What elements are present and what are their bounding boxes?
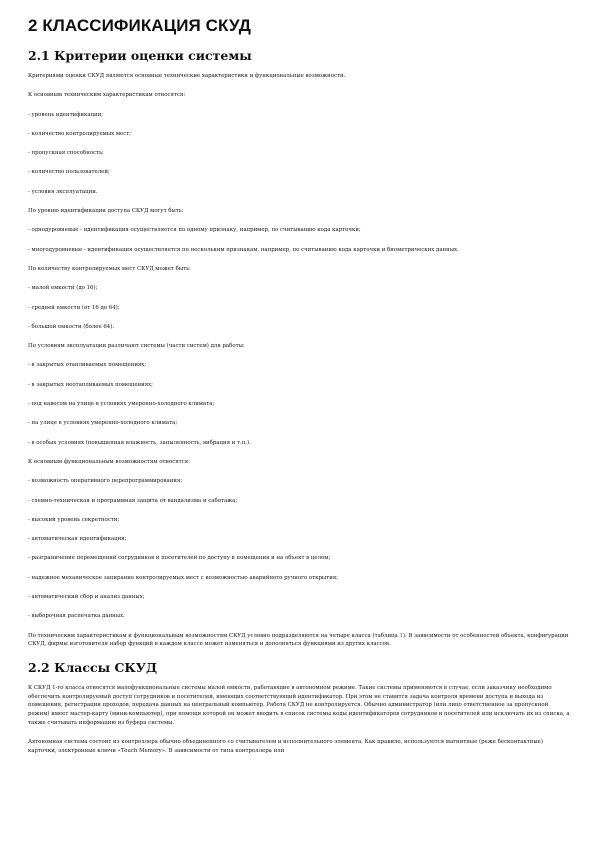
summary-text-end: ). В зависимости от особенностей объекта, конфигурации СКУД, фирмы изготовителя набор функций в каждом классе может изменяться и дополняться функциями из других классов. xyxy=(28,632,569,648)
table-reference-link[interactable]: 1 xyxy=(399,632,403,639)
paragraph: К СКУД 1-го класса относятся малофункциональные системы малой емкости, работающие в автономном режиме. Такие системы применяются в случае, если заказчику необходимо обеспечить контролируемый доступ сотрудников и посетителей, имеющих соответствующий идентификатор. При этом не ставится задача контроля времени доступа и выхода из помещения, регистрации проходов, передача данных на центральный компьютер. Работа СКУД не контролируется. Обычно администратор (или лицо ответственное за пропускной режим) имеет мастер-карту (мини-компьютер), при помощи которой он может вводить в список системы коды идентификаторов сотрудников и посетителей или исключать их из списка, а также считывать информацию из буфера системы. xyxy=(28,684,570,726)
paragraph: По условиям эксплуатации различают системы (части систем) для работы: xyxy=(28,343,245,350)
list-item: - малой емкости (до 16); xyxy=(28,285,98,292)
list-item: - автоматический сбор и анализ данных; xyxy=(28,594,145,601)
list-item: - под навесом на улице в условиях умеренно-холодного климата; xyxy=(28,401,215,408)
section-classes xyxy=(28,660,570,756)
list-item: - автоматическая идентификация; xyxy=(28,536,127,543)
paragraph: К основным техническим характеристикам относятся: xyxy=(28,92,186,99)
paragraph: К основным функциональным возможностям относятся: xyxy=(28,458,190,465)
summary-text-start: По техническим характеристикам и функциональным возможностям СКУД условно подразделяются на четыре класса (таблица xyxy=(28,632,400,639)
list-item: - многодуровневые - идентификация осуществляется по нескольким признакам, например, по считыванию кода карточки и биометрических данных. xyxy=(28,246,459,253)
list-item: - большой емкости (более 64). xyxy=(28,323,115,330)
list-item: - пропускная способность; xyxy=(28,150,104,157)
section-heading-criteria: 2.1 Критерии оценки системы xyxy=(28,48,252,63)
list-item: - выборочная распечатка данных. xyxy=(28,613,125,620)
list-item: - схемно-техническая и программная защита от вандализма и саботажа; xyxy=(28,497,238,504)
paragraph: По количеству контролируемых мест СКУД может быть: xyxy=(28,265,191,272)
paragraph-classes-summary xyxy=(28,632,570,650)
list-item: - однодуровневые - идентификация осуществляется по одному признаку, например, по считыванию кода карточки; xyxy=(28,227,361,234)
section-heading-classes: 2.2 Классы СКУД xyxy=(28,659,158,675)
list-item: - в особых условиях (повышенная влажность, запыленность, вибрация и т.п.). xyxy=(28,439,251,446)
list-item: - возможность оперативного перепрограммирования; xyxy=(28,478,183,485)
document-page xyxy=(28,16,570,766)
section-criteria xyxy=(28,48,570,649)
list-item: - средней емкости (от 16 до 64); xyxy=(28,304,120,311)
paragraph: Автономная система состоит из контроллера обычно объединенного со считывателем и исполнительного элемента. Как правило, используются магнитные (реже бесконтактные) карточки, электронные ключи «Touch Memory». В зависимости от типа контроллера или xyxy=(28,739,543,754)
paragraph: Критериями оценки СКУД являются основные технические характеристики и функциональные возможности. xyxy=(28,73,346,79)
list-item: - в закрытых отапливаемых помещениях; xyxy=(28,362,147,369)
document-title: 2 КЛАССИФИКАЦИЯ СКУД xyxy=(28,16,251,35)
list-item: - условия эксплуатации. xyxy=(28,188,98,195)
list-item: - в закрытых неотапливаемых помещениях; xyxy=(28,381,153,388)
list-item: - разграничение перемещений сотрудников и посетителей по доступу в помещения и на объект в целом; xyxy=(28,555,331,562)
list-item: - уровень идентификации; xyxy=(28,111,104,118)
list-item: - на улице в условиях умеренно-холодного климата; xyxy=(28,420,178,427)
paragraph: По уровню идентификации доступа СКУД могут быть: xyxy=(28,208,184,215)
list-item: - количество пользователей; xyxy=(28,169,110,176)
list-item: - высокий уровень секретности; xyxy=(28,516,120,523)
list-item: - надежное механическое запирание контролируемых мест с возможностью аварийного ручного открытия; xyxy=(28,574,339,581)
list-item: - количество контролируемых мест; xyxy=(28,130,132,137)
